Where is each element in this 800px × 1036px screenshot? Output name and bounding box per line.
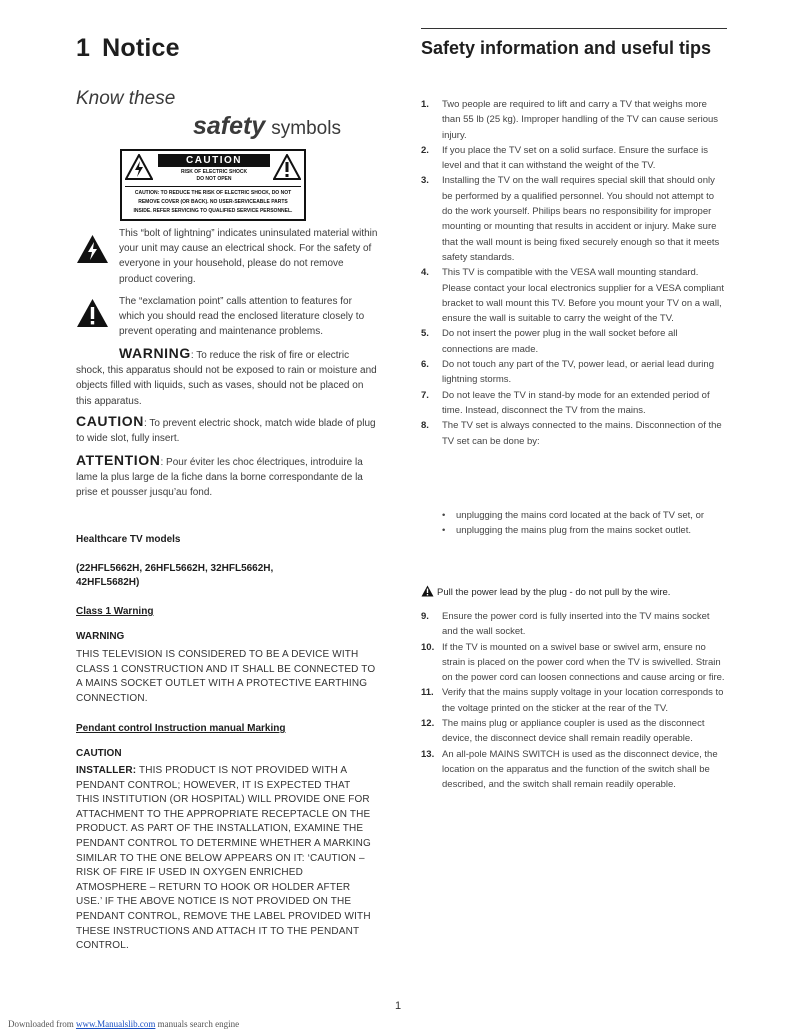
tip-text: Two people are required to lift and carry a TV that weighs more than 55 lb (25 kg). Improper handling of the TV can cause serious injury. bbox=[442, 99, 719, 141]
caution-paragraph bbox=[76, 414, 378, 446]
caution-label-title: CAUTION bbox=[158, 154, 270, 167]
tip-text: The mains plug or appliance coupler is used as the disconnect device, the disconnect device shall remain readily operable. bbox=[442, 718, 705, 745]
chapter-number: 1 bbox=[76, 34, 91, 62]
tip8-bullets-item bbox=[421, 508, 727, 539]
exclamation-symbol-text: The “exclamation point” calls attention to features for which you should read the enclosed literature closely to prevent operating and maintenance problems. bbox=[119, 296, 365, 338]
tip-text: Do not insert the power plug in the wall socket before all connections are made. bbox=[442, 328, 678, 355]
class1-text: THIS TELEVISION IS CONSIDERED TO BE A DEVICE WITH CLASS 1 CONSTRUCTION AND IT SHALL BE CONNECTED TO A MAINS SOCKET OUTLET WITH A PROTECTIVE EARTHING CONNECTION. bbox=[76, 649, 376, 704]
safety-word: safety bbox=[193, 112, 266, 140]
tip8-bullets-wrap bbox=[421, 508, 727, 539]
know-these-heading: Know these bbox=[76, 88, 176, 109]
caution-heading: CAUTION bbox=[76, 748, 122, 759]
tip8-bullet: • unplugging the mains cord located at the back of TV set, or bbox=[442, 508, 727, 523]
class1-heading: Class 1 Warning bbox=[76, 606, 154, 617]
safety-tip bbox=[421, 609, 727, 640]
warning-text: : To reduce the risk of fire or electric shock, this apparatus should not be exposed to rain or moisture and objects filled with liquids, such as vases, should not be placed on this apparatus. bbox=[76, 350, 377, 407]
tip-number: 5. bbox=[421, 328, 429, 340]
tip8-bullets bbox=[442, 508, 727, 539]
attention-paragraph bbox=[76, 453, 378, 501]
tip-text: If you place the TV set on a solid surface. Ensure the surface is level and that it can withstand the weight of the TV. bbox=[442, 144, 708, 172]
healthcare-heading: Healthcare TV models bbox=[76, 534, 181, 545]
safety-tips-list-a bbox=[421, 97, 727, 449]
installer-text: THIS PRODUCT IS NOT PROVIDED WITH A PENDANT CONTROL; HOWEVER, IT IS EXPECTED THAT THIS INSTITUTION (OR HOSPITAL) WILL PROVIDE ONE FOR ATTACHMENT TO THE APPROPRIATE RECEPTACLE ON THE PRODUCT. AS PART OF THE INSTALLATION, EXAMINE THE PENDANT CONTROL TO DETERMINE WHETHER A MARKING SIMILAR TO THE ONE BELOW APPEARS ON IT: ‘CAUTION – RISK OF FIRE IF USED IN OXYGEN ENRICHED ATMOSPHERE – RETURN TO HOOK OR HOLDER AFTER USE.’ IF THE ABOVE NOTICE IS NOT PROVIDED ON THE PENDANT CONTROL, REMOVE THE LABEL PROVIDED WITH THESE INSTRUCTIONS AND ATTACH IT TO THE PENDANT CONTROL. bbox=[76, 765, 371, 952]
caution-label-text: CAUTION: TO REDUCE THE RISK OF ELECTRIC SHOCK, DO NOT REMOVE COVER (OR BACK). NO USER-SERVICEABLE PARTS INSIDE. REFER SERVICING TO QUALIFIED SERVICE PERSONNEL. bbox=[133, 190, 293, 214]
caution-label-graphic bbox=[120, 149, 306, 221]
section-rule bbox=[421, 28, 727, 29]
safety-symbols-heading bbox=[193, 112, 341, 141]
page-number: 1 bbox=[395, 1000, 402, 1012]
models-line-1: (22HFL5662H, 26HFL5662H, 32HFL5662H, bbox=[76, 563, 274, 574]
safety-tip bbox=[421, 640, 727, 686]
models-line-2: 42HFL5682H) bbox=[76, 577, 140, 588]
bolt-symbol-row bbox=[76, 226, 378, 287]
manualslib-link[interactable]: www.Manualslib.com bbox=[75, 1019, 156, 1029]
safety-tip bbox=[421, 97, 727, 143]
tip-text: Do not leave the TV in stand-by mode for an extended period of time. Instead, disconnect the TV from the mains. bbox=[442, 389, 710, 416]
tip-text: Installing the TV on the wall requires special skill that should only be performed by a qualified personnel. You should not attempt to do the work yourself. Philips bears no responsibility for improper mounting or mounting that results in accident or injury. Make sure that the wall mount is being fixed securely enough so that it meets safety standards. bbox=[442, 175, 720, 263]
tip-number: 4. bbox=[421, 267, 429, 279]
safety-tip bbox=[421, 716, 727, 747]
safety-tip bbox=[421, 747, 727, 793]
safety-tip bbox=[421, 143, 727, 174]
safety-tip bbox=[421, 326, 727, 357]
tip-number: 11. bbox=[421, 687, 434, 699]
download-footer bbox=[8, 1019, 239, 1029]
caution-label-divider bbox=[125, 186, 301, 187]
bolt-symbol-text: This “bolt of lightning” indicates uninsulated material within your unit may cause an electrical shock. For the safety of everyone in your household, please do not remove product covering. bbox=[119, 228, 378, 285]
tip-text: This TV is compatible with the VESA wall mounting standard. Please contact your local electronics supplier for a VESA compliant bracket to wall mount this TV. Before you mount your TV on a wall, ensure the wall is suitable to carry the weight of the TV. bbox=[442, 267, 724, 325]
caution-text: : To prevent electric shock, match wide blade of plug to wide slot, fully insert. bbox=[76, 418, 376, 445]
tip-number: 1. bbox=[421, 99, 429, 110]
tip-number: 3. bbox=[421, 175, 429, 187]
section-title: Safety information and useful tips bbox=[421, 38, 712, 58]
tip-number: 8. bbox=[421, 420, 429, 432]
safety-tip bbox=[421, 357, 727, 388]
footer-suffix: manuals search engine bbox=[155, 1019, 240, 1029]
exclamation-triangle-icon bbox=[273, 154, 301, 185]
safety-tip bbox=[421, 265, 727, 326]
exclamation-symbol-row bbox=[76, 294, 378, 340]
warning-heading: WARNING bbox=[76, 631, 125, 642]
tip8-bullet: • unplugging the mains plug from the mains socket outlet. bbox=[442, 523, 727, 538]
lightning-bolt-triangle-icon bbox=[76, 234, 109, 269]
tip-number: 10. bbox=[421, 641, 435, 653]
installer-paragraph bbox=[76, 764, 376, 954]
safety-tips-list-b bbox=[421, 609, 727, 793]
pendant-heading: Pendant control Instruction manual Marking bbox=[76, 723, 286, 734]
tip-number: 2. bbox=[421, 144, 429, 156]
caution-keyword: CAUTION bbox=[76, 413, 144, 429]
exclamation-triangle-icon bbox=[76, 298, 109, 333]
warning-keyword: WARNING bbox=[119, 345, 191, 361]
tip-number: 6. bbox=[421, 359, 429, 371]
tip-text: The TV set is always connected to the mains. Disconnection of the TV set can be done by: bbox=[442, 420, 722, 447]
safety-tip bbox=[421, 388, 727, 419]
tip-text: Verify that the mains supply voltage in your location corresponds to the voltage printed on the sticker at the rear of the TV. bbox=[442, 687, 724, 714]
attention-text: : Pour éviter les choc électriques, introduire la lame la plus large de la fiche dans la borne correspondante de la prise et pousser jusqu’au fond. bbox=[76, 457, 363, 499]
tip-text: Ensure the power cord is fully inserted into the TV mains socket and the wall socket. bbox=[442, 611, 710, 638]
chapter-title-text: Notice bbox=[102, 34, 180, 62]
safety-tip bbox=[421, 418, 727, 449]
chapter-title bbox=[76, 34, 180, 63]
tip-number: 12. bbox=[421, 718, 435, 730]
attention-keyword: ATTENTION bbox=[76, 452, 161, 468]
safety-tip bbox=[421, 685, 727, 716]
tip-number: 13. bbox=[421, 748, 435, 760]
tip-text: If the TV is mounted on a swivel base or swivel arm, ensure no strain is placed on the power cord when the TV is swivelled. Strain on the power cord can loosen connections and cause arcing or fire. bbox=[442, 641, 725, 684]
installer-label: INSTALLER: bbox=[76, 765, 137, 776]
tip-text: Do not touch any part of the TV, power lead, or aerial lead during lightning storms. bbox=[442, 359, 714, 386]
caution-label-sub: RISK OF ELECTRIC SHOCK DO NOT OPEN bbox=[180, 169, 248, 182]
warning-paragraph bbox=[76, 346, 378, 409]
tip-text: An all-pole MAINS SWITCH is used as the disconnect device, the location on the apparatus and the function of the switch shall be described, and the switch shall remain readily operable. bbox=[442, 748, 718, 791]
safety-tip bbox=[421, 173, 727, 265]
pull-power-warning bbox=[421, 585, 727, 602]
lightning-bolt-triangle-icon bbox=[125, 154, 153, 185]
tip-number: 7. bbox=[421, 389, 429, 401]
footer-prefix: Downloaded from bbox=[8, 1019, 76, 1029]
pull-warning-text: Pull the power lead by the plug - do not pull by the wire. bbox=[437, 587, 671, 598]
warning-triangle-icon bbox=[421, 585, 434, 602]
symbols-word: symbols bbox=[271, 118, 341, 139]
tip-number: 9. bbox=[421, 611, 429, 622]
